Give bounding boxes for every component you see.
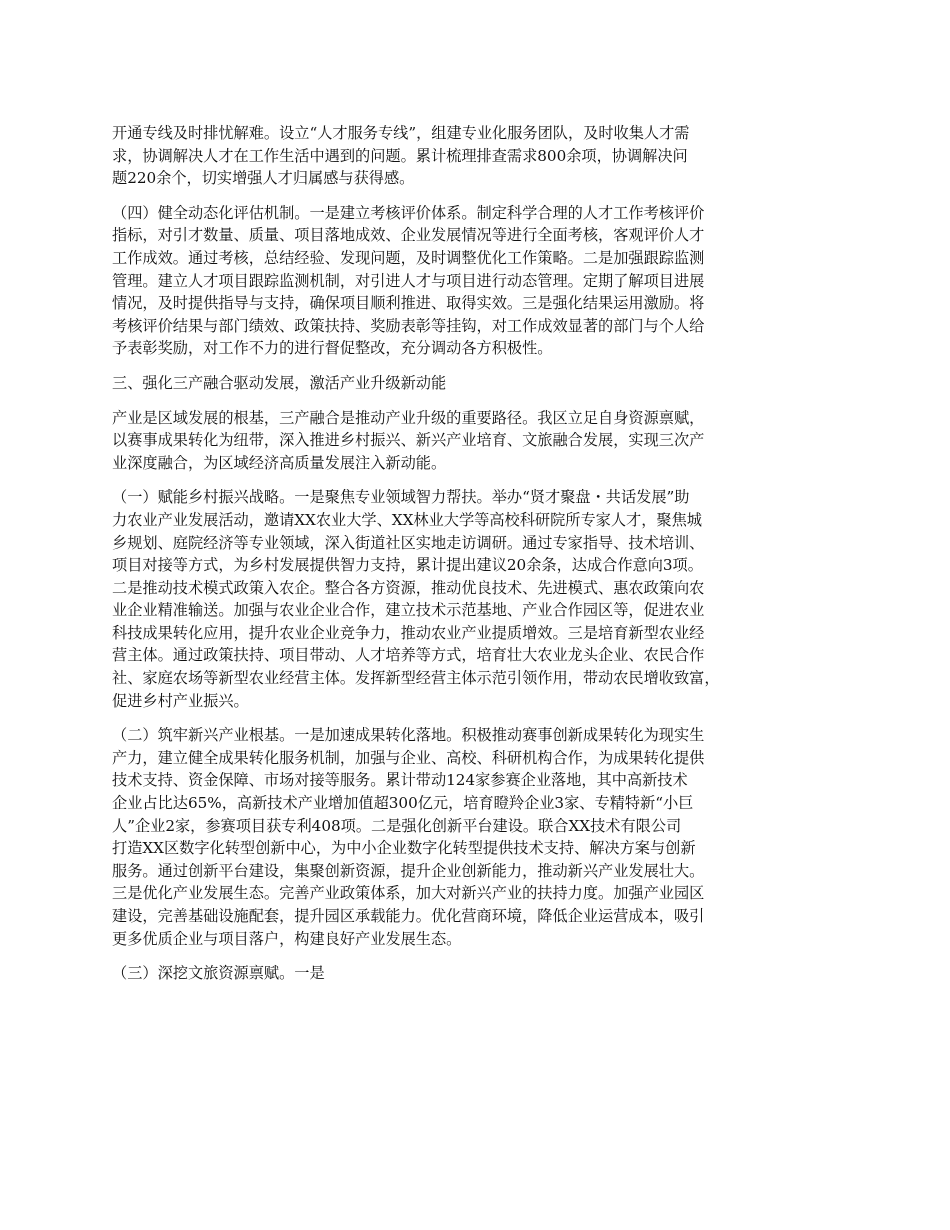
paragraph-industry-intro: 产业是区域发展的根基，三产融合是推动产业升级的重要路径。我区立足自身资源禀赋， 以赛事成果转化为纽带，深入推进乡村振兴、新兴产业培育、文旅融合发展，实现三次产 业深度融合，为区域经济高质量发展注入新动能。 bbox=[112, 408, 705, 472]
document-page bbox=[112, 122, 857, 997]
paragraph-dynamic-evaluation: （四）健全动态化评估机制。一是建立考核评价体系。制定科学合理的人才工作考核评价 指标，对引才数量、质量、项目落地成效、企业发展情况等进行全面考核，客观评价人才 工作成效。通过考核，总结经验、发现问题，及时调整优化工作策略。二是加强跟踪监测 管理。建立人才项目跟踪监测机制，对引进人才与项目进行动态管理。定期了解项目进展 情况，及时提供指导与支持，确保项目顺利推进、取得实效。三是强化结果运用激励。将 考核评价结果与部门绩效、政策扶持、奖励表彰等挂钩，对工作成效显著的部门与个人给 予表彰奖励，对工作不力的进行督促整改，充分调动各方积极性。 bbox=[112, 203, 705, 358]
paragraph-cultural-tourism: （三）深挖文旅资源禀赋。一是 bbox=[112, 964, 325, 983]
paragraph-emerging-industries: （二）筑牢新兴产业根基。一是加速成果转化落地。积极推动赛事创新成果转化为现实生 产力，建立健全成果转化服务机制，加强与企业、高校、科研机构合作，为成果转化提供 技术支持、资金保障、市场对接等服务。累计带动124家参赛企业落地，其中高新技术 企业占比达65%，高新技术产业增加值超300亿元，培育瞪羚企业3家、专精特新“小巨 人”企业2家，参赛项目获专利408项。二是强化创新平台建设。联合XX技术有限公司 打造XX区数字化转型创新中心，为中小企业数字化转型提供技术支持、解决方案与创新 服务。通过创新平台建设，集聚创新资源，提升企业创新能力，推动新兴产业发展壮大。 三是优化产业发展生态。完善产业政策体系，加大对新兴产业的扶持力度。加强产业园区 建设，完善基础设施配套，提升园区承载能力。优化营商环境，降低企业运营成本，吸引 更多优质企业与项目落户，构建良好产业发展生态。 bbox=[112, 726, 705, 948]
paragraph-talent-hotline: 开通专线及时排忧解难。设立“人才服务专线”，组建专业化服务团队，及时收集人才需 求，协调解决人才在工作生活中遇到的问题。累计梳理排查需求800余项，协调解决问 题220余个，切实增强人才归属感与获得感。 bbox=[112, 124, 690, 188]
paragraph-rural-revitalization: （一）赋能乡村振兴战略。一是聚焦专业领域智力帮扶。举办“贤才聚盘・共话发展”助 力农业产业发展活动，邀请XX农业大学、XX林业大学等高校科研院所专家人才，聚焦城 乡规划、庭院经济等专业领域，深入街道社区实地走访调研。通过专家指导、技术培训、 项目对接等方式，为乡村发展提供智力支持，累计提出建议20余条，达成合作意向3项。 二是推动技术模式政策入农企。整合各方资源，推动优良技术、先进模式、惠农政策向农 业企业精准输送。加强与农业企业合作，建立技术示范基地、产业合作园区等，促进农业 科技成果转化应用，提升农业企业竞争力，推动农业产业提质增效。三是培育新型农业经 营主体。通过政策扶持、项目带动、人才培养等方式，培育壮大农业龙头企业、农民合作 社、家庭农场等新型农业经营主体。发挥新型经营主体示范引领作用，带动农民增收致富， 促进乡村产业振兴。 bbox=[112, 488, 720, 710]
section-heading-three-industries: 三、强化三产融合驱动发展，激活产业升级新动能 bbox=[112, 373, 447, 392]
